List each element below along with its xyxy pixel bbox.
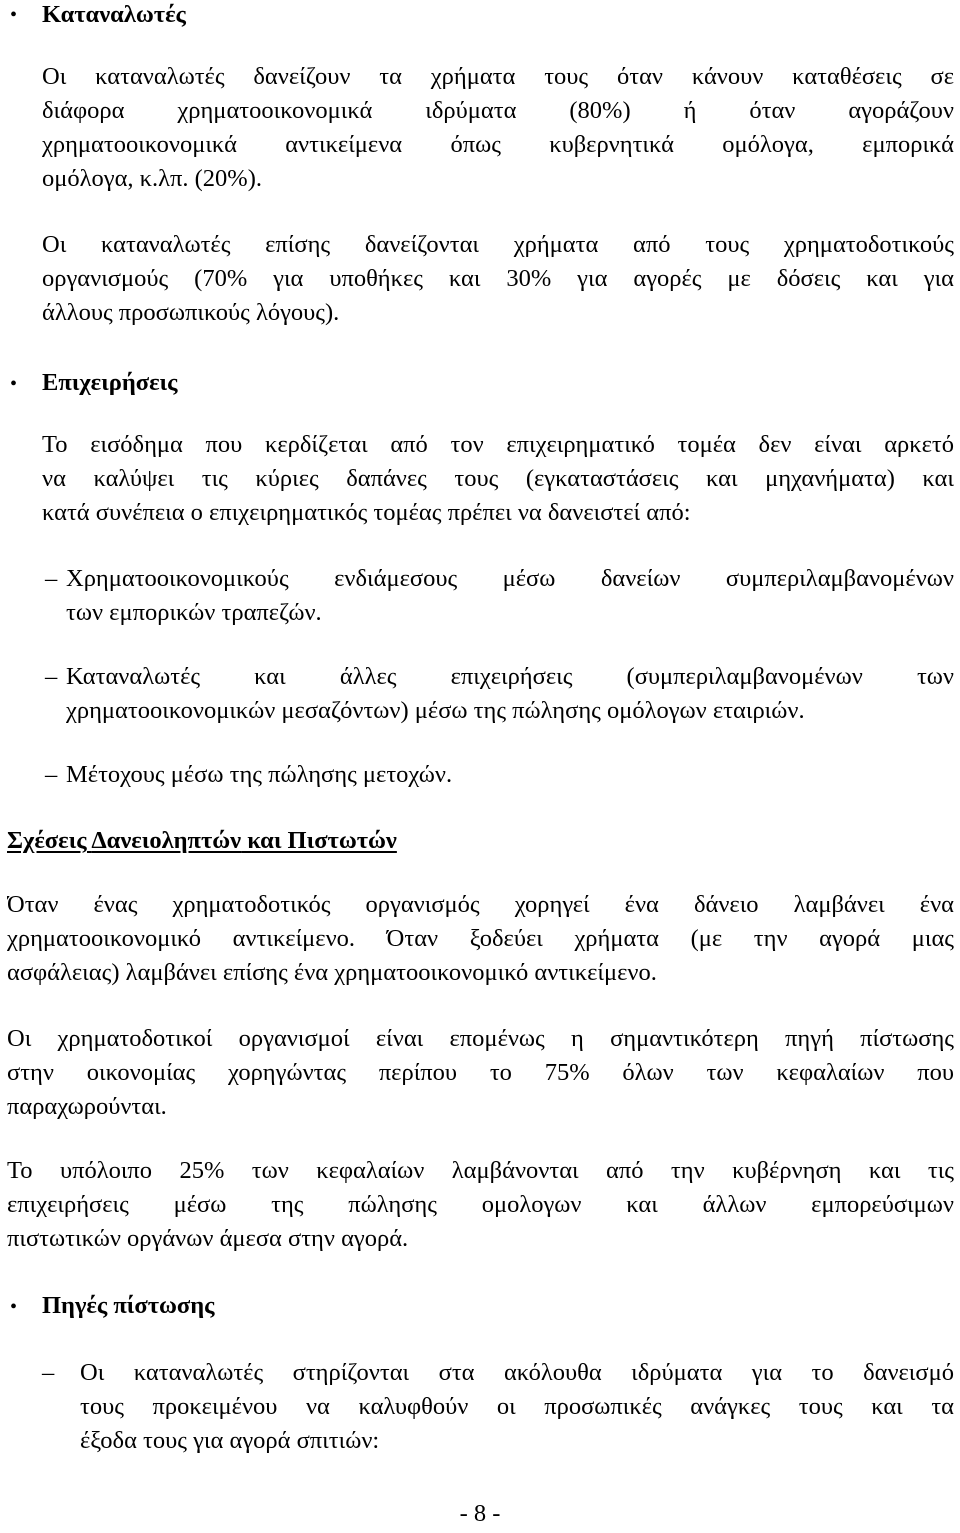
page-number: - 8 -: [459, 1500, 501, 1527]
list-item-sources: Οι καταναλωτές στηρίζονται στα ακόλουθα ιδρύματα για το δανεισμό τους προκειμένου να καλυφθούν οι προσωπικές ανάγκες τους και τα έξοδα τους για αγορά σπιτιών:: [80, 1359, 954, 1454]
dash-marker: –: [45, 761, 58, 788]
list-item-shareholders: Μέτοχους μέσω της πώλησης μετοχών.: [66, 761, 453, 788]
bullet-icon: •: [10, 4, 18, 26]
list-item-consumers-businesses: Καταναλωτές και άλλες επιχειρήσεις (συμπεριλαμβανομένων των χρηματοοικονομικών μεσαζόντων) μέσω της πώλησης ομόλογων εταιριών.: [66, 663, 954, 724]
list-item-intermediaries: Χρηματοοικονομικούς ενδιάμεσους μέσω δανείων συμπεριλαμβανομένων των εμπορικών τραπεζών.: [66, 565, 954, 626]
paragraph-businesses: Το εισόδημα που κερδίζεται από τον επιχειρηματικό τομέα δεν είναι αρκετό να καλύψει τις κύριες δαπάνες τους (εγκαταστάσεις και μηχανήματα) και κατά συνέπεια ο επιχειρηματικός τομέας πρέπει να δανειστεί από:: [42, 431, 954, 526]
paragraph-relations-1: Όταν ένας χρηματοδοτικός οργανισμός χορηγεί ένα δάνειο λαμβάνει ένα χρηματοοικονομικό αντικείμενο. Όταν ξοδεύει χρήματα (με την αγορά μιας ασφάλειας) λαμβάνει επίσης ένα χρηματοοικονομικό αντικείμενο.: [7, 891, 954, 986]
bullet-icon: •: [10, 1296, 18, 1318]
paragraph-consumers-1: Οι καταναλωτές δανείζουν τα χρήματα τους όταν κάνουν καταθέσεις σε διάφορα χρηματοοικονομικά ιδρύματα (80%) ή όταν αγοράζουν χρηματοοικονομικά αντικείμενα όπως κυβερνητικά ομόλογα, εμπορικά ομόλογα, κ.λπ. (20%).: [42, 63, 954, 192]
heading-consumers: Καταναλωτές: [42, 1, 186, 28]
bullet-icon: •: [10, 373, 18, 395]
paragraph-relations-3: Το υπόλοιπο 25% των κεφαλαίων λαμβάνονται από την κυβέρνηση και τις επιχειρήσεις μέσω της πώλησης ομολογων και άλλων εμπορεύσιμων πιστωτικών οργάνων άμεσα στην αγορά.: [7, 1157, 954, 1252]
heading-businesses: Επιχειρήσεις: [42, 369, 178, 396]
dash-marker: –: [45, 565, 58, 592]
dash-marker: –: [42, 1359, 55, 1386]
paragraph-relations-2: Οι χρηματοδοτικοί οργανισμοί είναι επομένως η σημαντικότερη πηγή πίστωσης στην οικονομίας χορηγώντας περίπου το 75% όλων των κεφαλαίων που παραχωρούνται.: [7, 1025, 954, 1120]
dash-marker: –: [45, 663, 58, 690]
heading-sources: Πηγές πίστωσης: [42, 1292, 215, 1319]
paragraph-consumers-2: Οι καταναλωτές επίσης δανείζονται χρήματα από τους χρηματοδοτικούς οργανισμούς (70% για υποθήκες και 30% για αγορές με δόσεις και για άλλους προσωπικούς λόγους).: [42, 231, 954, 326]
heading-relations: Σχέσεις Δανειοληπτών και Πιστωτών: [7, 827, 397, 854]
